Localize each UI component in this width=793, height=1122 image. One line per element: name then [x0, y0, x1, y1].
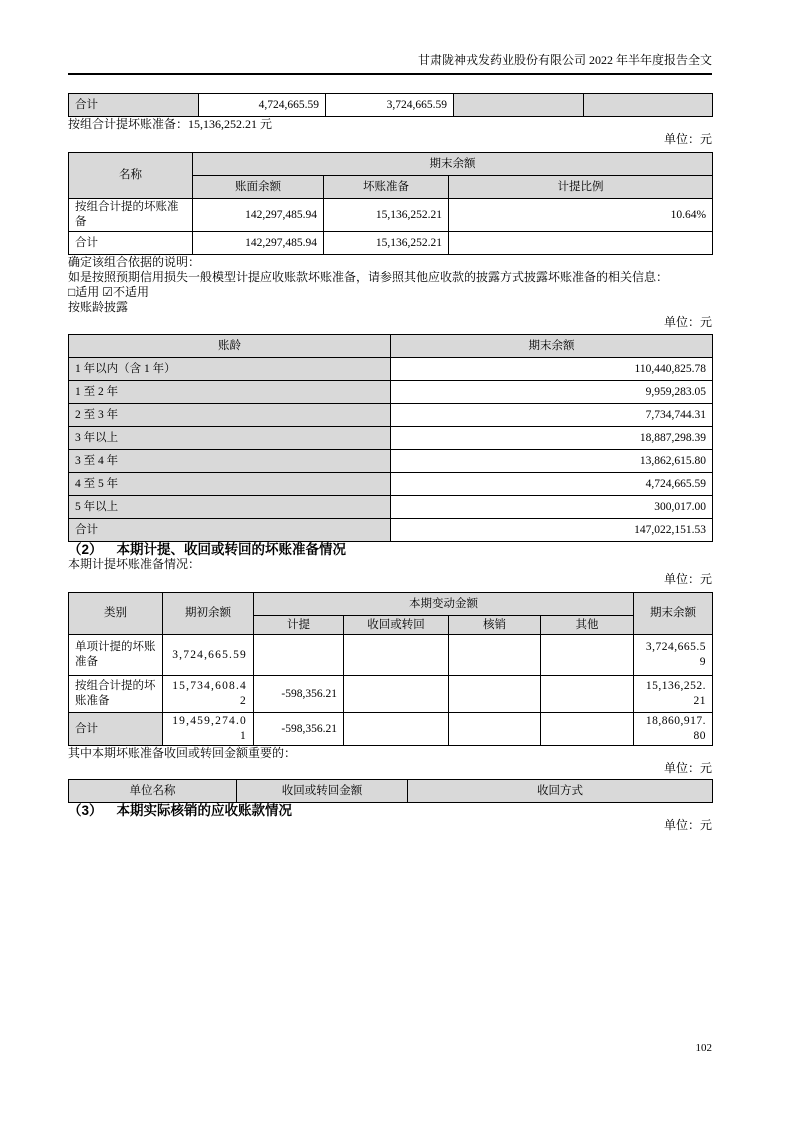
row-label-cell: 按组合计提的坏账准备 [69, 199, 193, 232]
table-row [69, 358, 713, 381]
page-content [68, 0, 712, 833]
column-header-writeoff: 核销 [449, 616, 541, 635]
aging-label-cell: 2 至 3 年 [69, 404, 391, 427]
amount-cell: 110,440,825.78 [391, 358, 713, 381]
table-row [69, 450, 713, 473]
section-title: 本期计提、收回或转回的坏账准备情况 [116, 542, 347, 557]
amount-cell: 18,887,298.39 [391, 427, 713, 450]
table-row [69, 676, 713, 713]
row-label-cell: 单项计提的坏账准备 [69, 635, 163, 676]
amount-cell: -598,356.21 [254, 676, 344, 713]
total-label-cell: 合计 [69, 713, 163, 746]
table-row [69, 635, 713, 676]
amount-cell: 9,959,283.05 [391, 381, 713, 404]
carryover-total-table [68, 93, 713, 117]
aging-label-cell: 5 年以上 [69, 496, 391, 519]
column-header-closing-balance: 期末余额 [634, 593, 713, 635]
amount-cell: 13,862,615.80 [391, 450, 713, 473]
aging-label-cell: 1 年以内（含 1 年） [69, 358, 391, 381]
column-header-name: 名称 [69, 153, 193, 199]
page-number: 102 [695, 1042, 712, 1054]
amount-cell: 3,724,665.59 [163, 635, 254, 676]
table-row [69, 404, 713, 427]
table-row [69, 199, 713, 232]
report-header-title: 甘肃陇神戎发药业股份有限公司 2022 年半年度报告全文 [417, 53, 712, 67]
amount-cell: 142,297,485.94 [193, 232, 324, 255]
ecl-note: 如是按照预期信用损失一般模型计提应收账款坏账准备，请参照其他应收款的披露方式披露坏账准备的相关信息： [68, 270, 669, 284]
empty-cell [344, 635, 449, 676]
column-header-recover: 收回或转回 [344, 616, 449, 635]
provision-movement-table [68, 592, 713, 746]
amount-cell: -598,356.21 [254, 713, 344, 746]
total-label-cell: 合计 [69, 519, 391, 542]
empty-cell [454, 94, 584, 117]
table-row [69, 381, 713, 404]
column-header-aging: 账龄 [69, 335, 391, 358]
empty-cell [449, 676, 541, 713]
unit-label: 单位：元 [663, 761, 712, 775]
checkbox-checked-not-applicable: ☑不适用 [102, 285, 150, 299]
section-heading-2 [68, 542, 712, 557]
column-header-unit-name: 单位名称 [69, 780, 237, 803]
amount-cell: 147,022,151.53 [391, 519, 713, 542]
column-header-change-group: 本期变动金额 [254, 593, 634, 616]
checkbox-unchecked-applicable: □适用 [68, 285, 100, 299]
empty-cell [541, 676, 634, 713]
column-header-other: 其他 [541, 616, 634, 635]
aging-label-cell: 3 年以上 [69, 427, 391, 450]
aging-disclosure-title: 按账龄披露 [68, 300, 129, 314]
portfolio-provision-table [68, 152, 713, 255]
table-header-row [69, 593, 713, 616]
column-header-bad-debt: 坏账准备 [324, 176, 449, 199]
recovery-note: 其中本期坏账准备收回或转回金额重要的： [68, 746, 297, 760]
amount-cell: 15,136,252.21 [324, 232, 449, 255]
amount-cell: 4,724,665.59 [391, 473, 713, 496]
unit-label: 单位：元 [663, 572, 712, 586]
total-label-cell: 合计 [69, 94, 199, 117]
column-header-category: 类别 [69, 593, 163, 635]
amount-cell: 15,734,608.42 [163, 676, 254, 713]
amount-cell: 15,136,252.21 [324, 199, 449, 232]
column-header-opening-balance: 期初余额 [163, 593, 254, 635]
amount-cell: 7,734,744.31 [391, 404, 713, 427]
table-row [69, 496, 713, 519]
column-header-accrual: 计提 [254, 616, 344, 635]
row-label-cell: 按组合计提的坏账准备 [69, 676, 163, 713]
unit-label: 单位：元 [663, 818, 712, 832]
amount-cell: 18,860,917.80 [634, 713, 713, 746]
section-heading-3 [68, 803, 712, 818]
column-header-ratio: 计提比例 [449, 176, 713, 199]
provision-note: 按组合计提坏账准备：15,136,252.21 元 [68, 117, 273, 131]
section-number: （3） [68, 803, 103, 818]
table-row [69, 713, 713, 746]
basis-note: 确定该组合依据的说明： [68, 255, 201, 269]
column-header-closing-balance: 期末余额 [391, 335, 713, 358]
table-row [69, 427, 713, 450]
amount-cell: 15,136,252.21 [634, 676, 713, 713]
empty-cell [449, 635, 541, 676]
amount-cell: 3,724,665.59 [634, 635, 713, 676]
amount-cell: 142,297,485.94 [193, 199, 324, 232]
applicability-line [68, 285, 712, 300]
report-header [68, 0, 712, 75]
ratio-cell: 10.64% [449, 199, 713, 232]
table-row [69, 94, 713, 117]
section-number: （2） [68, 542, 103, 557]
aging-table [68, 334, 713, 542]
empty-cell [344, 676, 449, 713]
empty-cell [344, 713, 449, 746]
amount-cell: 3,724,665.59 [326, 94, 454, 117]
table-header-row [69, 335, 713, 358]
total-label-cell: 合计 [69, 232, 193, 255]
section-title: 本期实际核销的应收账款情况 [116, 803, 293, 818]
recovery-table [68, 779, 713, 803]
empty-cell [541, 713, 634, 746]
empty-cell [584, 94, 713, 117]
table-row [69, 473, 713, 496]
section2-intro: 本期计提坏账准备情况： [68, 557, 201, 571]
unit-label: 单位：元 [663, 132, 712, 146]
aging-label-cell: 1 至 2 年 [69, 381, 391, 404]
table-header-row [69, 153, 713, 176]
empty-cell [449, 232, 713, 255]
amount-cell: 4,724,665.59 [199, 94, 326, 117]
table-header-row [69, 780, 713, 803]
column-header-closing-balance: 期末余额 [193, 153, 713, 176]
column-header-recover-method: 收回方式 [408, 780, 713, 803]
amount-cell: 300,017.00 [391, 496, 713, 519]
amount-cell: 19,459,274.01 [163, 713, 254, 746]
unit-label: 单位：元 [663, 315, 712, 329]
aging-label-cell: 3 至 4 年 [69, 450, 391, 473]
table-row [69, 232, 713, 255]
empty-cell [449, 713, 541, 746]
table-row [69, 519, 713, 542]
aging-label-cell: 4 至 5 年 [69, 473, 391, 496]
empty-cell [541, 635, 634, 676]
column-header-book-balance: 账面余额 [193, 176, 324, 199]
empty-cell [254, 635, 344, 676]
column-header-recover-amount: 收回或转回金额 [237, 780, 408, 803]
